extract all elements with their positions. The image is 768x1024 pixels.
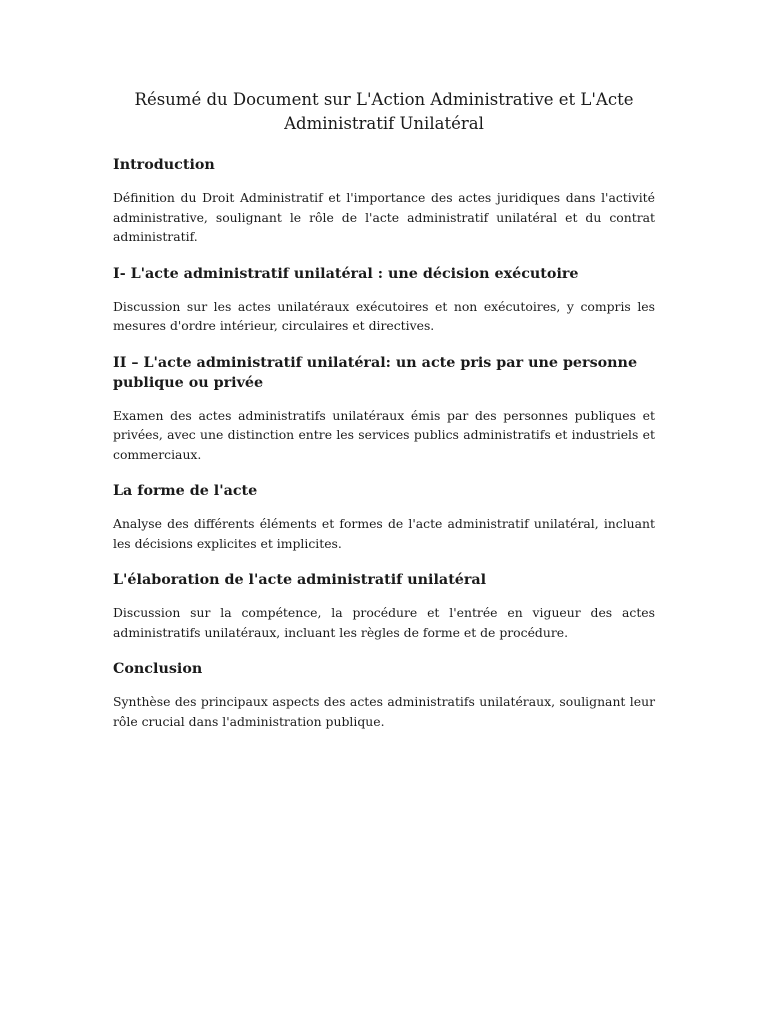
section-forme-acte xyxy=(113,481,655,553)
section-conclusion xyxy=(113,659,655,731)
section-personne-publique-privee xyxy=(113,353,655,465)
section-paragraph: Analyse des différents éléments et formes de l'acte administratif unilatéral, incluant les décisions explicites et implicites. xyxy=(113,516,655,551)
section-heading: II – L'acte administratif unilatéral: un acte pris par une personne publique ou privée xyxy=(113,354,638,391)
section-paragraph: Discussion sur la compétence, la procédure et l'entrée en vigueur des actes administratifs unilatéraux, incluant les règles de forme et de procédure. xyxy=(113,605,655,640)
section-paragraph: Synthèse des principaux aspects des actes administratifs unilatéraux, soulignant leur rôle crucial dans l'administration publique. xyxy=(113,694,655,729)
document-title: Résumé du Document sur L'Action Administrative et L'Acte Administratif Unilatéral xyxy=(134,90,634,133)
section-paragraph: Examen des actes administratifs unilatéraux émis par des personnes publiques et privées, avec une distinction entre les services publics administratifs et industriels et commerciaux. xyxy=(113,407,655,462)
section-decision-executoire xyxy=(113,264,655,336)
section-heading: La forme de l'acte xyxy=(113,483,258,499)
section-paragraph: Définition du Droit Administratif et l'importance des actes juridiques dans l'activité administrative, soulignant le rôle de l'acte administratif unilatéral et du contrat administratif. xyxy=(113,190,655,244)
section-heading: Conclusion xyxy=(113,661,203,677)
section-elaboration xyxy=(113,570,655,642)
section-heading: I- L'acte administratif unilatéral : une décision exécutoire xyxy=(113,265,579,282)
section-heading: Introduction xyxy=(113,157,215,173)
section-paragraph: Discussion sur les actes unilatéraux exécutoires et non exécutoires, y compris les mesures d'ordre intérieur, circulaires et directives. xyxy=(113,298,655,333)
section-heading: L'élaboration de l'acte administratif unilatéral xyxy=(113,572,487,588)
section-introduction xyxy=(113,155,655,247)
document-page xyxy=(113,88,655,748)
